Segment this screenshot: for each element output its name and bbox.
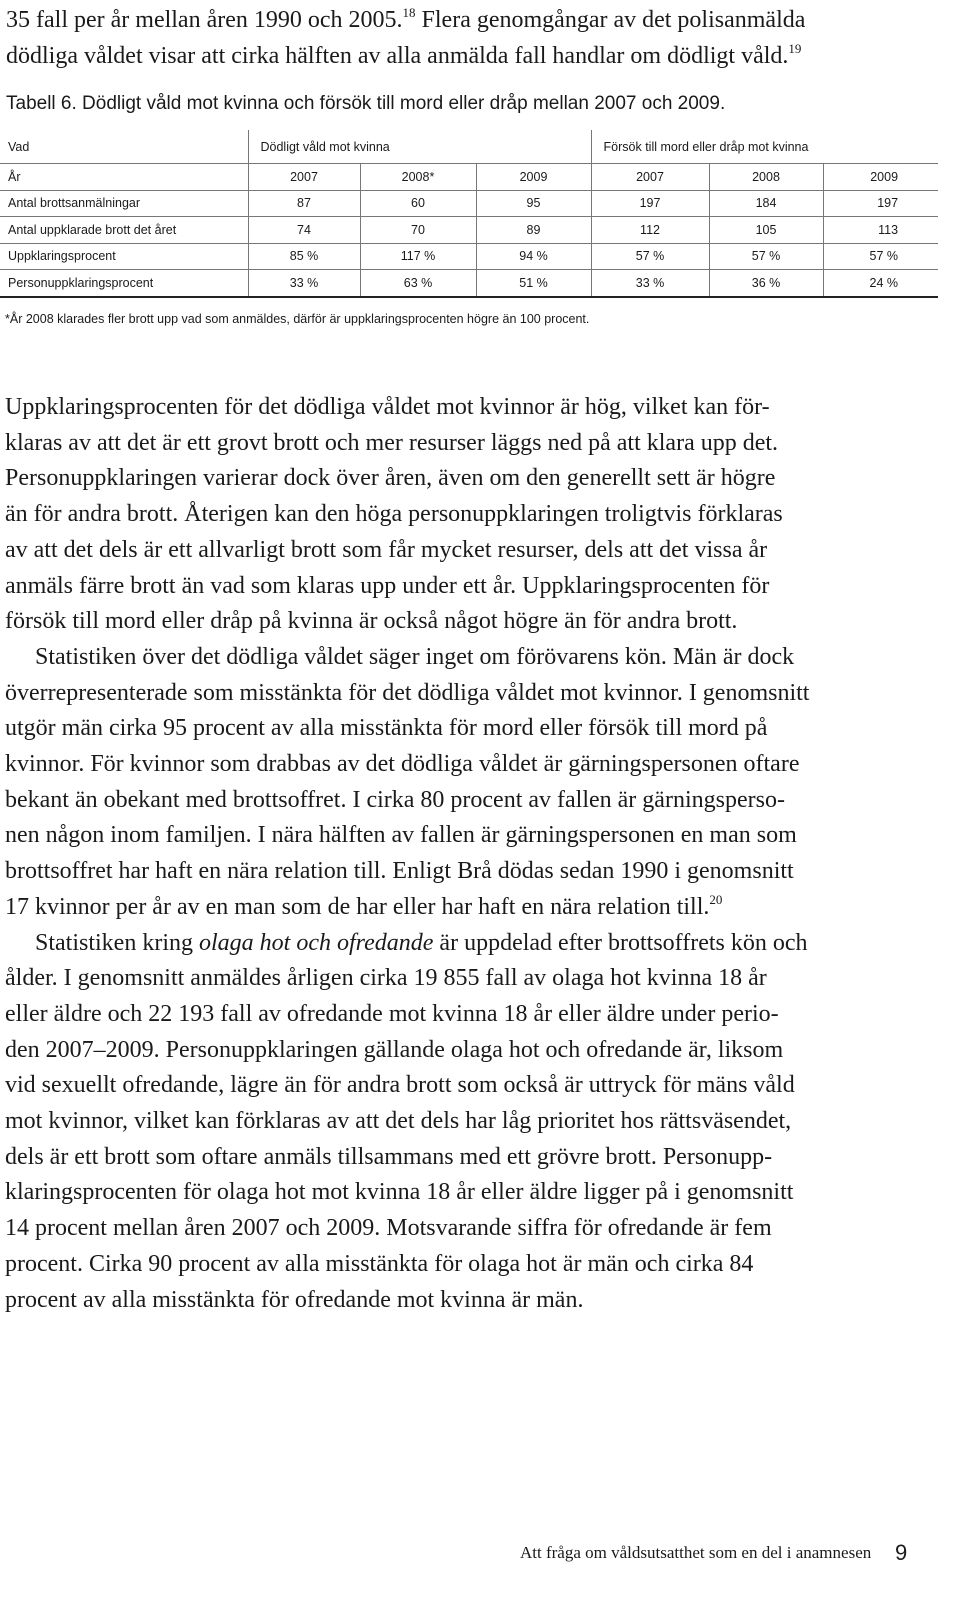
- intro-line: [6, 38, 941, 74]
- table-cell: 89: [476, 217, 591, 244]
- intro-paragraph: [6, 2, 941, 74]
- table-cell: 85 %: [248, 243, 360, 270]
- text-line: nen någon inom familjen. I nära hälften av fallen är gärningspersonen en man som: [5, 822, 797, 849]
- text-line: procent. Cirka 90 procent av alla misstänkta för olaga hot är män och cirka 84: [5, 1250, 754, 1277]
- table-cell: 113: [823, 217, 938, 244]
- table-cell: 197: [591, 190, 709, 217]
- table-cell: 74: [248, 217, 360, 244]
- table-cell: 184: [709, 190, 823, 217]
- text-line-content: är uppdelad efter brottsoffrets kön och: [433, 929, 808, 956]
- year-cell: 2009: [476, 164, 591, 191]
- table-cell: 112: [591, 217, 709, 244]
- text-line: ålder. I genomsnitt anmäldes årligen cirka 19 855 fall av olaga hot kvinna 18 år: [5, 965, 767, 992]
- text-line: utgör män cirka 95 procent av alla misstänkta för mord eller försök till mord på: [5, 715, 768, 742]
- table-cell: 33 %: [248, 270, 360, 297]
- table-header-row: [0, 130, 938, 164]
- table-cell: 33 %: [591, 270, 709, 297]
- text-line: den 2007–2009. Personuppklaringen gällande olaga hot och ofredande är, liksom: [5, 1036, 784, 1063]
- year-cell: 2009: [823, 164, 938, 191]
- table-cell: 70: [360, 217, 476, 244]
- text-line: eller äldre och 22 193 fall av ofredande mot kvinna 18 år eller äldre under perio-: [5, 1000, 779, 1027]
- table-row: [0, 190, 938, 217]
- table-row: [0, 243, 938, 270]
- text-line: bekant än obekant med brottsoffret. I cirka 80 procent av fallen är gärningsperso-: [5, 786, 785, 813]
- text-line: än för andra brott. Återigen kan den höga personuppklaringen troligtvis förklaras: [5, 501, 783, 528]
- text-line: försök till mord eller dråp på kvinna är också något högre än för andra brott.: [5, 608, 738, 635]
- text-line: 14 procent mellan åren 2007 och 2009. Motsvarande siffra för ofredande är fem: [5, 1215, 772, 1242]
- running-footer: Att fråga om våldsutsatthet som en del i anamnesen: [520, 1543, 872, 1562]
- table-row: [0, 217, 938, 244]
- text-line-content: Statistiken kring: [35, 929, 199, 956]
- column-header-vad: Vad: [0, 130, 248, 164]
- text-line: klaras av att det är ett grovt brott och mer resurser läggs ned på att klara upp det.: [5, 429, 779, 456]
- text-line: [5, 926, 943, 962]
- intro-text: 35 fall per år mellan åren 1990 och 2005.: [6, 7, 403, 33]
- table-cell: 51 %: [476, 270, 591, 297]
- year-cell: 2007: [591, 164, 709, 191]
- intro-text: dödliga våldet visar att cirka hälften av alla anmälda fall handlar om dödligt våld.: [6, 43, 789, 69]
- text-line: procent av alla misstänkta för ofredande mot kvinna är män.: [5, 1286, 584, 1313]
- intro-line: [6, 2, 941, 38]
- table-cell: 105: [709, 217, 823, 244]
- text-line: vid sexuellt ofredande, lägre än för andra brott som också är uttryck för mäns våld: [5, 1072, 795, 1099]
- year-cell: 2008*: [360, 164, 476, 191]
- text-line: dels är ett brott som oftare anmäls tillsammans med ett grövre brott. Personupp-: [5, 1143, 773, 1170]
- year-row: [0, 164, 938, 191]
- text-line: av att det dels är ett allvarligt brott som får mycket resurser, dels att det vissa år: [5, 536, 768, 563]
- footnote-ref: 18: [402, 5, 416, 20]
- table-cell: 57 %: [823, 243, 938, 270]
- table-cell: 36 %: [709, 270, 823, 297]
- table-cell: 63 %: [360, 270, 476, 297]
- data-table: [0, 130, 938, 298]
- year-cell: 2008: [709, 164, 823, 191]
- table-cell: 117 %: [360, 243, 476, 270]
- text-line: anmäls färre brott än vad som klaras upp under ett år. Uppklaringsprocenten för: [5, 572, 770, 599]
- table-cell: 24 %: [823, 270, 938, 297]
- table-cell: 60: [360, 190, 476, 217]
- text-line: Uppklaringsprocenten för det dödliga våldet mot kvinnor är hög, vilket kan för-: [5, 394, 770, 420]
- footnote-ref: 20: [709, 891, 723, 907]
- footnote-ref: 19: [788, 41, 802, 56]
- text-line: klaringsprocenten för olaga hot mot kvinna 18 år eller äldre ligger på i genomsnitt: [5, 1179, 794, 1206]
- text-line: mot kvinnor, vilket kan förklaras av att det dels har låg prioritet hos rättsväsendet,: [5, 1108, 792, 1135]
- column-group-header: Försök till mord eller dråp mot kvinna: [591, 130, 938, 164]
- row-label: Antal uppklarade brott det året: [0, 217, 248, 244]
- table-cell: 197: [823, 190, 938, 217]
- row-label: Personuppklaringsprocent: [0, 270, 248, 297]
- text-line: överrepresenterade som misstänkta för det dödliga våldet mot kvinnor. I genomsnitt: [5, 679, 810, 706]
- table-cell: 57 %: [709, 243, 823, 270]
- text-line: Personuppklaringen varierar dock över åren, även om den generellt sett är högre: [5, 465, 776, 492]
- emphasized-term: olaga hot och ofredande: [199, 929, 434, 956]
- row-label: År: [0, 164, 248, 191]
- body-text: [5, 390, 943, 1318]
- table-footnote: *År 2008 klarades fler brott upp vad som anmäldes, därför är uppklaringsprocenten högre än 100 procent.: [5, 312, 590, 326]
- table-caption: Tabell 6. Dödligt våld mot kvinna och försök till mord eller dråp mellan 2007 och 2009.: [6, 93, 726, 114]
- statistics-table: [0, 130, 938, 298]
- text-line: brottsoffret har haft en nära relation till. Enligt Brå dödas sedan 1990 i genomsnitt: [5, 858, 794, 885]
- year-cell: 2007: [248, 164, 360, 191]
- row-label: Uppklaringsprocent: [0, 243, 248, 270]
- page-number: 9: [895, 1540, 908, 1565]
- text-line: kvinnor. För kvinnor som drabbas av det dödliga våldet är gärningspersonen oftare: [5, 751, 800, 778]
- text-line: [5, 890, 943, 926]
- intro-text: Flera genomgångar av det polisanmälda: [415, 7, 806, 33]
- table-row: [0, 270, 938, 297]
- text-line: Statistiken över det dödliga våldet säger inget om förövarens kön. Män är dock: [35, 643, 795, 670]
- table-cell: 57 %: [591, 243, 709, 270]
- table-cell: 94 %: [476, 243, 591, 270]
- table-cell: 87: [248, 190, 360, 217]
- column-group-header: Dödligt våld mot kvinna: [248, 130, 591, 164]
- text-line-content: 17 kvinnor per år av en man som de har eller har haft en nära relation till.: [5, 893, 710, 920]
- row-label: Antal brottsanmälningar: [0, 190, 248, 217]
- table-cell: 95: [476, 190, 591, 217]
